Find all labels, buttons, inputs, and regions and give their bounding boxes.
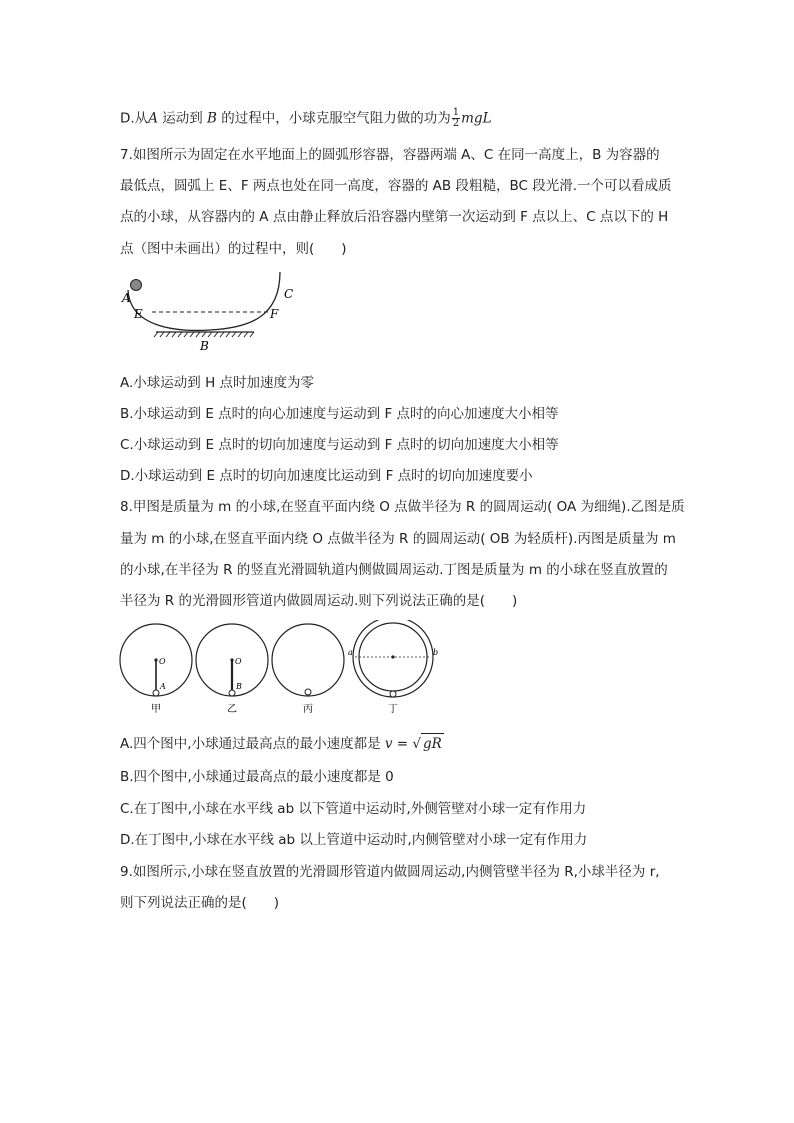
q8-option-d: D.在丁图中,小球在水平线 ab 以上管道中运动时,内侧管壁对小球一定有作用力 (120, 832, 588, 848)
q8-option-a (120, 733, 444, 754)
label-a: A (122, 291, 131, 305)
label-b-ding: b (433, 648, 439, 657)
q6-d-mid1: 运动到 (157, 110, 208, 127)
sqrt-icon: √ (412, 736, 422, 752)
q8-a-v: v (384, 736, 393, 752)
q8-a-sqrt-gr: gR (421, 733, 444, 754)
ball-icon (131, 280, 142, 291)
q7-option-d: D.小球运动到 E 点时的切向加速度比运动到 F 点时的切向加速度要小 (120, 468, 533, 484)
q6-d-tail: mgL (461, 110, 492, 127)
q8-stem-line-2: 量为 m 的小球,在竖直平面内绕 O 点做半径为 R 的圆周运动( OB 为轻质杆).丙图是质量为 m (120, 531, 676, 547)
caption-yi: 乙 (227, 704, 237, 715)
q8-stem-line-1: 8.甲图是质量为 m 的小球,在竖直平面内绕 O 点做半径为 R 的圆周运动( OA 为细绳).乙图是质 (120, 499, 685, 515)
q8-a-eq: = (392, 736, 413, 752)
q8-option-b: B.四个图中,小球通过最高点的最小速度都是 0 (120, 769, 394, 785)
q7-option-c: C.小球运动到 E 点时的切向加速度与运动到 F 点时的切向加速度大小相等 (120, 437, 559, 453)
q8-option-c: C.在丁图中,小球在水平线 ab 以下管道中运动时,外侧管壁对小球一定有作用力 (120, 801, 587, 817)
ball-bing (305, 689, 311, 695)
q8-circles-figure (114, 620, 444, 715)
q7-stem-line-2: 最低点，圆弧上 E、F 两点也处在同一高度，容器的 AB 段粗糙，BC 段光滑.一个可以看成质 (120, 178, 672, 194)
caption-ding: 丁 (388, 704, 398, 715)
q6-d-point-b: B (207, 110, 217, 127)
q8-a-prefix: A.四个图中,小球通过最高点的最小速度都是 (120, 736, 385, 752)
ball-ding (390, 691, 396, 697)
label-a-ding: a (348, 648, 353, 657)
q7-stem-line-1: 7.如图所示为固定在水平地面上的圆弧形容器，容器两端 A、C 在同一高度上，B 为容器的 (120, 147, 660, 163)
arc-container (128, 272, 280, 330)
fraction-one-half: $\frac{1}{2}$ (452, 107, 460, 129)
caption-jia: 甲 (151, 704, 161, 715)
ground-hatch (154, 332, 254, 337)
q6-option-d (120, 108, 492, 129)
q7-stem-line-4: 点（图中未画出）的过程中，则( ) (120, 241, 347, 257)
q6-d-mid2: 的过程中，小球克服空气阻力做的功为 (216, 110, 451, 127)
ball-jia (153, 690, 159, 696)
q6-d-prefix: D.从 (120, 110, 149, 127)
ball-yi (229, 690, 235, 696)
q8-stem-line-3: 的小球,在半径为 R 的竖直光滑圆轨道内侧做圆周运动.丁图是质量为 m 的小球在竖直放置的 (120, 562, 668, 578)
label-b: B (200, 339, 209, 353)
label-a-jia: A (160, 682, 166, 691)
label-o-yi: O (235, 657, 242, 666)
circle-bing (272, 624, 344, 696)
q6-d-point-a: A (148, 110, 158, 127)
label-b-yi: B (236, 682, 242, 691)
q7-option-b: B.小球运动到 E 点时的向心加速度与运动到 F 点时的向心加速度大小相等 (120, 406, 559, 422)
q9-stem-line-1: 9.如图所示,小球在竖直放置的光滑圆形管道内做圆周运动,内侧管壁半径为 R,小球半径为 r, (120, 864, 660, 880)
label-c: C (284, 287, 294, 301)
q7-container-figure (118, 268, 308, 356)
q8-stem-line-4: 半径为 R 的光滑圆形管道内做圆周运动.则下列说法正确的是( ) (120, 593, 518, 609)
label-o-jia: O (159, 657, 166, 666)
q7-stem-line-3: 点的小球，从容器内的 A 点由静止释放后沿容器内壁第一次运动到 F 点以上、C 点以下的 H (120, 209, 669, 225)
center-ding (391, 655, 394, 658)
q9-stem-line-2: 则下列说法正确的是( ) (120, 895, 280, 911)
q7-option-a: A.小球运动到 H 点时加速度为零 (120, 375, 315, 391)
label-f: F (270, 307, 279, 321)
caption-bing: 丙 (303, 704, 313, 715)
label-e: E (134, 307, 143, 321)
